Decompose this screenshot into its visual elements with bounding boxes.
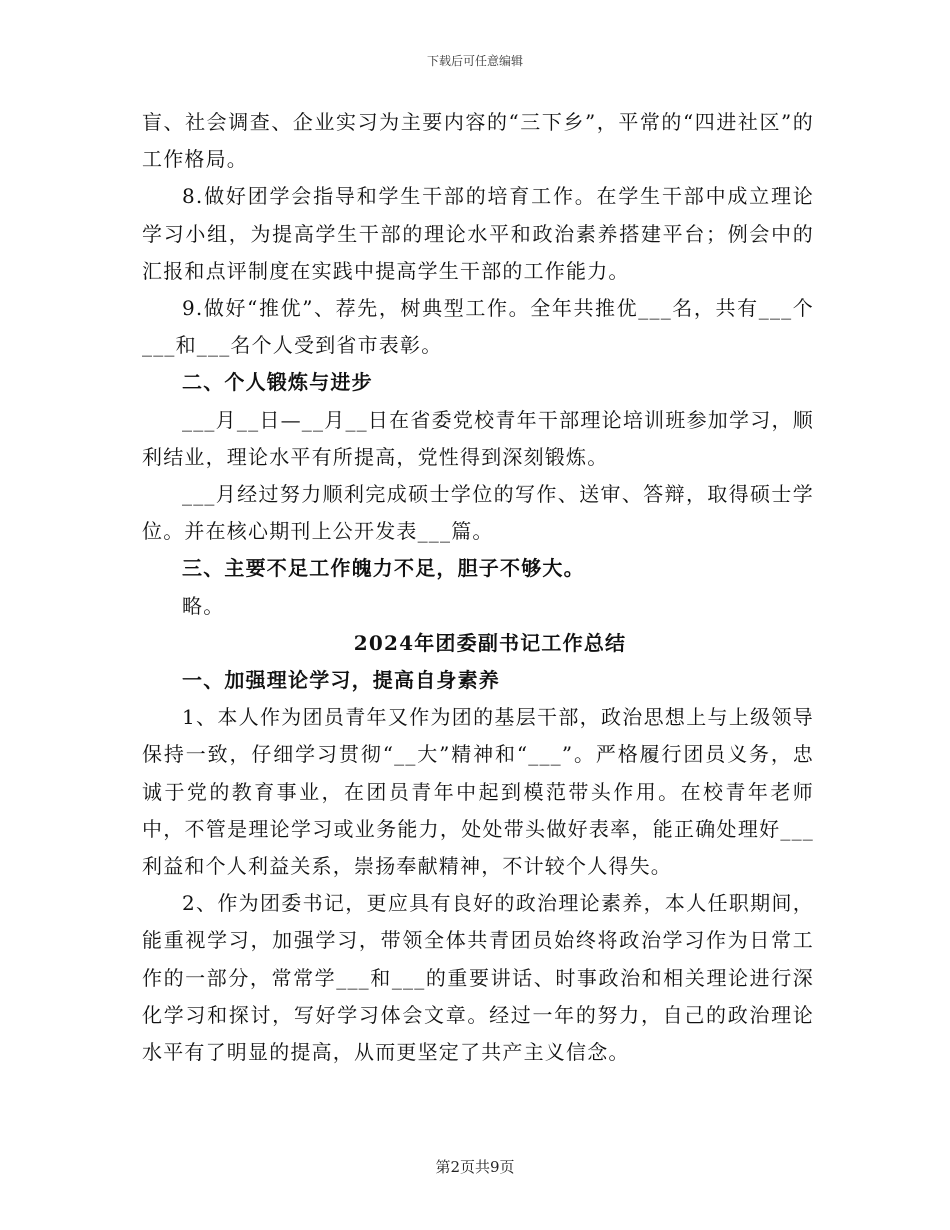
page-footer: 第2页共9页 — [435, 1158, 515, 1176]
paragraph: 1、本人作为团员青年又作为团的基层干部，政治思想上与上级领导保持一致，仔细学习贯彻“__大”精神和“___”。严格履行团员义务，忠诚于党的教育事业，在团员青年中起到模范带头作用。在校青年老师中，不管是理论学习或业务能力，处处带头做好表率，能正确处理好___利益和个人利益关系，崇扬奉献精神，不计较个人得失。 — [142, 705, 814, 879]
section-heading: 三、主要不足工作魄力不足，胆子不够大。 — [182, 556, 585, 581]
document-title: 2024年团委副书记工作总结 — [353, 630, 627, 655]
paragraph: ___月经过努力顺利完成硕士学位的写作、送审、答辩，取得硕士学位。并在核心期刊上公开发表___篇。 — [142, 482, 814, 544]
paragraph: 9.做好“推优”、荐先，树典型工作。全年共推优___名，共有___个___和___名个人受到省市表彰。 — [142, 296, 814, 358]
document-body — [142, 104, 814, 1071]
paragraph: 盲、社会调查、企业实习为主要内容的“三下乡”，平常的“四进社区”的工作格局。 — [142, 110, 814, 172]
section-heading: 一、加强理论学习，提高自身素养 — [182, 668, 500, 693]
section-heading: 二、个人锻炼与进步 — [182, 370, 373, 395]
paragraph: 8.做好团学会指导和学生干部的培育工作。在学生干部中成立理论学习小组，为提高学生干部的理论水平和政治素养搭建平台；例会中的汇报和点评制度在实践中提高学生干部的工作能力。 — [142, 184, 814, 283]
paragraph: ___月__日—__月__日在省委党校青年干部理论培训班参加学习，顺利结业，理论水平有所提高，党性得到深刻锻炼。 — [142, 407, 814, 469]
paragraph: 2、作为团委书记，更应具有良好的政治理论素养，本人任职期间，能重视学习，加强学习，带领全体共青团员始终将政治学习作为日常工作的一部分，常常学___和___的重要讲话、时事政治和相关理论进行深化学习和探讨，写好学习体会文章。经过一年的努力，自己的政治理论水平有了明显的提高，从而更坚定了共产主义信念。 — [142, 891, 814, 1065]
paragraph: 略。 — [182, 593, 225, 618]
page-header: 下载后可任意编辑 — [426, 54, 523, 68]
